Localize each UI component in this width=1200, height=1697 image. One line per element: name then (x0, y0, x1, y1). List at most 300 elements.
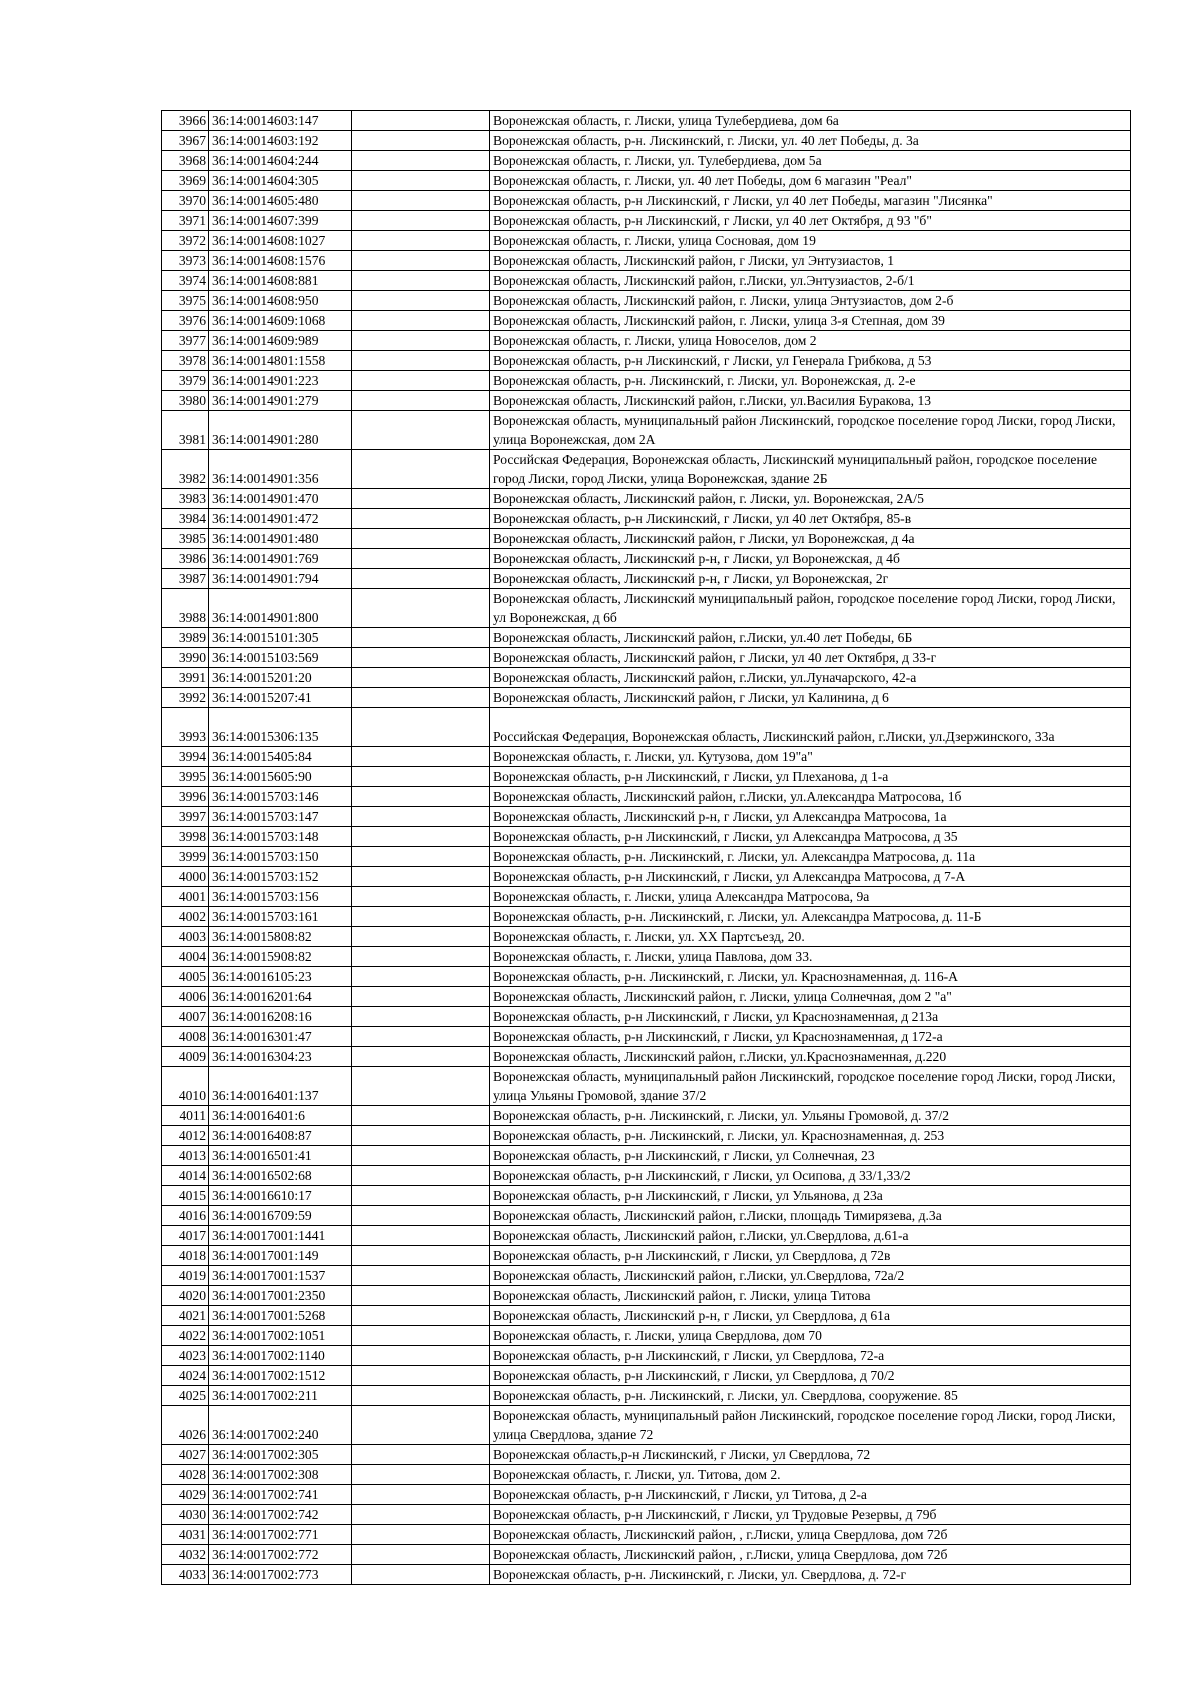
cadastral-number-cell: 36:14:0014608:950 (209, 291, 352, 311)
row-number-cell: 3985 (162, 529, 209, 549)
cadastral-number-cell: 36:14:0017002:211 (209, 1386, 352, 1406)
empty-cell (352, 151, 490, 171)
address-cell: Воронежская область, р-н. Лискинский, г. Лиски, ул. Ульяны Громовой, д. 37/2 (490, 1106, 1131, 1126)
empty-cell (352, 211, 490, 231)
address-cell: Воронежская область, р-н Лискинский, г Лиски, ул Титова, д 2-а (490, 1485, 1131, 1505)
cadastral-number-cell: 36:14:0014609:989 (209, 331, 352, 351)
row-number-cell: 3984 (162, 509, 209, 529)
empty-cell (352, 450, 490, 489)
address-cell: Воронежская область, г. Лиски, улица Павлова, дом 33. (490, 947, 1131, 967)
row-number-cell: 3974 (162, 271, 209, 291)
address-cell: Воронежская область, Лискинский район, , г.Лиски, улица Свердлова, дом 72б (490, 1525, 1131, 1545)
table-row (162, 1286, 1131, 1306)
table-row (162, 1465, 1131, 1485)
empty-cell (352, 1126, 490, 1146)
table-row (162, 847, 1131, 867)
table-row (162, 807, 1131, 827)
address-cell: Воронежская область, р-н Лискинский, г Лиски, ул 40 лет Победы, магазин "Лисянка" (490, 191, 1131, 211)
table-row (162, 787, 1131, 807)
table-row (162, 589, 1131, 628)
cadastral-number-cell: 36:14:0017002:773 (209, 1565, 352, 1585)
address-cell: Воронежская область, Лискинский р-н, г Лиски, ул Воронежская, 2г (490, 569, 1131, 589)
row-number-cell: 4030 (162, 1505, 209, 1525)
empty-cell (352, 391, 490, 411)
empty-cell (352, 628, 490, 648)
row-number-cell: 4003 (162, 927, 209, 947)
table-row (162, 1406, 1131, 1445)
table-row (162, 887, 1131, 907)
address-cell: Воронежская область, Лискинский район, г.Лиски, ул.Василия Буракова, 13 (490, 391, 1131, 411)
table-row (162, 827, 1131, 847)
empty-cell (352, 1326, 490, 1346)
cadastral-number-cell: 36:14:0017002:771 (209, 1525, 352, 1545)
cadastral-number-cell: 36:14:0014901:769 (209, 549, 352, 569)
row-number-cell: 4006 (162, 987, 209, 1007)
row-number-cell: 3991 (162, 668, 209, 688)
address-cell: Воронежская область, Лискинский район, г Лиски, ул Калинина, д 6 (490, 688, 1131, 708)
address-cell: Воронежская область, р-н. Лискинский, г. Лиски, ул. Краснознаменная, д. 116-А (490, 967, 1131, 987)
cadastral-number-cell: 36:14:0017001:1537 (209, 1266, 352, 1286)
row-number-cell: 4013 (162, 1146, 209, 1166)
table-row (162, 628, 1131, 648)
address-cell: Воронежская область, р-н Лискинский, г Лиски, ул Плеханова, д 1-а (490, 767, 1131, 787)
table-row (162, 1166, 1131, 1186)
row-number-cell: 3996 (162, 787, 209, 807)
row-number-cell: 4010 (162, 1067, 209, 1106)
cadastral-number-cell: 36:14:0016304:23 (209, 1047, 352, 1067)
cadastral-number-cell: 36:14:0017002:308 (209, 1465, 352, 1485)
address-cell: Воронежская область, р-н Лискинский, г Лиски, ул Ульянова, д 23а (490, 1186, 1131, 1206)
table-row (162, 1525, 1131, 1545)
empty-cell (352, 351, 490, 371)
empty-cell (352, 1186, 490, 1206)
row-number-cell: 3979 (162, 371, 209, 391)
cadastral-number-cell: 36:14:0017002:742 (209, 1505, 352, 1525)
empty-cell (352, 1286, 490, 1306)
table-row (162, 489, 1131, 509)
cadastral-number-cell: 36:14:0017002:1051 (209, 1326, 352, 1346)
empty-cell (352, 1386, 490, 1406)
table-row (162, 708, 1131, 747)
table-row (162, 509, 1131, 529)
row-number-cell: 3997 (162, 807, 209, 827)
empty-cell (352, 569, 490, 589)
cadastral-number-cell: 36:14:0015605:90 (209, 767, 352, 787)
table-row (162, 231, 1131, 251)
address-cell: Воронежская область, г. Лиски, улица Тулебердиева, дом 6а (490, 111, 1131, 131)
cadastral-number-cell: 36:14:0017001:5268 (209, 1306, 352, 1326)
cadastral-number-cell: 36:14:0017002:772 (209, 1545, 352, 1565)
address-cell: Воронежская область, Лискинский район, г Лиски, ул 40 лет Октября, д 33-г (490, 648, 1131, 668)
empty-cell (352, 887, 490, 907)
empty-cell (352, 1525, 490, 1545)
empty-cell (352, 1146, 490, 1166)
table-row (162, 191, 1131, 211)
cadastral-number-cell: 36:14:0014901:794 (209, 569, 352, 589)
row-number-cell: 4031 (162, 1525, 209, 1545)
row-number-cell: 3975 (162, 291, 209, 311)
cadastral-number-cell: 36:14:0014801:1558 (209, 351, 352, 371)
table-row (162, 1445, 1131, 1465)
cadastral-number-cell: 36:14:0016105:23 (209, 967, 352, 987)
cadastral-number-cell: 36:14:0015101:305 (209, 628, 352, 648)
address-cell: Воронежская область, р-н Лискинский, г Лиски, ул Краснознаменная, д 172-а (490, 1027, 1131, 1047)
cadastral-number-cell: 36:14:0014604:305 (209, 171, 352, 191)
address-cell: Воронежская область, г. Лиски, ул. Тулебердиева, дом 5а (490, 151, 1131, 171)
address-cell: Воронежская область, Лискинский район, г.Лиски, ул.Энтузиастов, 2-б/1 (490, 271, 1131, 291)
row-number-cell: 4017 (162, 1226, 209, 1246)
row-number-cell: 4005 (162, 967, 209, 987)
row-number-cell: 3987 (162, 569, 209, 589)
table-row (162, 1226, 1131, 1246)
empty-cell (352, 131, 490, 151)
row-number-cell: 4004 (162, 947, 209, 967)
empty-cell (352, 371, 490, 391)
empty-cell (352, 549, 490, 569)
address-cell: Воронежская область, р-н. Лискинский, г. Лиски, ул. Александра Матросова, д. 11а (490, 847, 1131, 867)
cadastral-number-cell: 36:14:0014901:470 (209, 489, 352, 509)
row-number-cell: 3967 (162, 131, 209, 151)
cadastral-number-cell: 36:14:0017001:2350 (209, 1286, 352, 1306)
row-number-cell: 4021 (162, 1306, 209, 1326)
row-number-cell: 4019 (162, 1266, 209, 1286)
cadastral-number-cell: 36:14:0014901:800 (209, 589, 352, 628)
table-row (162, 1545, 1131, 1565)
row-number-cell: 4027 (162, 1445, 209, 1465)
table-row (162, 1266, 1131, 1286)
row-number-cell: 4022 (162, 1326, 209, 1346)
address-cell: Воронежская область, Лискинский р-н, г Лиски, ул Александра Матросова, 1а (490, 807, 1131, 827)
empty-cell (352, 1027, 490, 1047)
empty-cell (352, 489, 490, 509)
table-row (162, 907, 1131, 927)
address-cell: Воронежская область, р-н. Лискинский, г. Лиски, ул. Свердлова, сооружение. 85 (490, 1386, 1131, 1406)
cadastral-number-cell: 36:14:0014901:472 (209, 509, 352, 529)
row-number-cell: 3977 (162, 331, 209, 351)
row-number-cell: 3999 (162, 847, 209, 867)
address-cell: Воронежская область, Лискинский район, г. Лиски, улица Титова (490, 1286, 1131, 1306)
address-cell: Воронежская область, р-н Лискинский, г Лиски, ул Свердлова, д 72в (490, 1246, 1131, 1266)
empty-cell (352, 787, 490, 807)
row-number-cell: 3978 (162, 351, 209, 371)
cadastral-number-cell: 36:14:0014901:480 (209, 529, 352, 549)
table-row (162, 1306, 1131, 1326)
row-number-cell: 4029 (162, 1485, 209, 1505)
row-number-cell: 4008 (162, 1027, 209, 1047)
empty-cell (352, 648, 490, 668)
row-number-cell: 4032 (162, 1545, 209, 1565)
cadastral-number-cell: 36:14:0016401:6 (209, 1106, 352, 1126)
address-cell: Воронежская область, р-н Лискинский, г Лиски, ул Генерала Грибкова, д 53 (490, 351, 1131, 371)
empty-cell (352, 807, 490, 827)
table-row (162, 111, 1131, 131)
cadastral-number-cell: 36:14:0015703:152 (209, 867, 352, 887)
cadastral-number-cell: 36:14:0015103:569 (209, 648, 352, 668)
table-row (162, 1126, 1131, 1146)
cadastral-number-cell: 36:14:0017001:1441 (209, 1226, 352, 1246)
row-number-cell: 4011 (162, 1106, 209, 1126)
row-number-cell: 3983 (162, 489, 209, 509)
row-number-cell: 3990 (162, 648, 209, 668)
table-row (162, 251, 1131, 271)
empty-cell (352, 668, 490, 688)
table-row (162, 987, 1131, 1007)
address-cell: Воронежская область, р-н Лискинский, г Лиски, ул Осипова, д 33/1,33/2 (490, 1166, 1131, 1186)
empty-cell (352, 1166, 490, 1186)
table-row (162, 311, 1131, 331)
empty-cell (352, 1007, 490, 1027)
table-row (162, 1186, 1131, 1206)
row-number-cell: 4007 (162, 1007, 209, 1027)
empty-cell (352, 1047, 490, 1067)
row-number-cell: 4002 (162, 907, 209, 927)
row-number-cell: 3966 (162, 111, 209, 131)
row-number-cell: 3989 (162, 628, 209, 648)
row-number-cell: 4000 (162, 867, 209, 887)
row-number-cell: 4028 (162, 1465, 209, 1485)
table-row (162, 371, 1131, 391)
empty-cell (352, 529, 490, 549)
address-cell: Воронежская область, Лискинский район, г.Лиски, ул.Свердлова, д.61-а (490, 1226, 1131, 1246)
address-cell: Воронежская область, Лискинский район, г. Лиски, ул. Воронежская, 2А/5 (490, 489, 1131, 509)
table-row (162, 1565, 1131, 1585)
table-row (162, 927, 1131, 947)
row-number-cell: 4026 (162, 1406, 209, 1445)
address-cell: Воронежская область, г. Лиски, улица Новоселов, дом 2 (490, 331, 1131, 351)
document-page (161, 110, 1130, 1585)
row-number-cell: 3970 (162, 191, 209, 211)
address-cell: Воронежская область, г. Лиски, улица Свердлова, дом 70 (490, 1326, 1131, 1346)
table-row (162, 867, 1131, 887)
cadastral-number-cell: 36:14:0014603:192 (209, 131, 352, 151)
empty-cell (352, 251, 490, 271)
row-number-cell: 3988 (162, 589, 209, 628)
cadastral-number-cell: 36:14:0017002:305 (209, 1445, 352, 1465)
empty-cell (352, 1485, 490, 1505)
row-number-cell: 4014 (162, 1166, 209, 1186)
row-number-cell: 3981 (162, 411, 209, 450)
cadastral-number-cell: 36:14:0014608:881 (209, 271, 352, 291)
row-number-cell: 3992 (162, 688, 209, 708)
empty-cell (352, 111, 490, 131)
address-cell: Воронежская область, муниципальный район Лискинский, городское поселение город Лиски, город Лиски, улица Ульяны Громовой, здание 37/2 (490, 1067, 1131, 1106)
address-cell: Воронежская область, г. Лиски, ул. 40 лет Победы, дом 6 магазин "Реал" (490, 171, 1131, 191)
empty-cell (352, 847, 490, 867)
empty-cell (352, 987, 490, 1007)
address-cell: Воронежская область, г. Лиски, улица Сосновая, дом 19 (490, 231, 1131, 251)
empty-cell (352, 589, 490, 628)
address-cell: Воронежская область, Лискинский район, г Лиски, ул Энтузиастов, 1 (490, 251, 1131, 271)
table-body (162, 111, 1131, 1585)
address-cell: Воронежская область, Лискинский район, г.Лиски, ул.Луначарского, 42-а (490, 668, 1131, 688)
table-row (162, 668, 1131, 688)
empty-cell (352, 947, 490, 967)
table-row (162, 529, 1131, 549)
cadastral-number-cell: 36:14:0017002:1140 (209, 1346, 352, 1366)
empty-cell (352, 1067, 490, 1106)
empty-cell (352, 1565, 490, 1585)
table-row (162, 747, 1131, 767)
empty-cell (352, 747, 490, 767)
address-cell: Воронежская область, р-н. Лискинский, г. Лиски, ул. 40 лет Победы, д. 3а (490, 131, 1131, 151)
address-cell: Воронежская область, р-н Лискинский, г Лиски, ул Александра Матросова, д 35 (490, 827, 1131, 847)
empty-cell (352, 907, 490, 927)
address-cell: Воронежская область, Лискинский район, г. Лиски, улица 3-я Степная, дом 39 (490, 311, 1131, 331)
cadastral-number-cell: 36:14:0016208:16 (209, 1007, 352, 1027)
empty-cell (352, 1246, 490, 1266)
row-number-cell: 4025 (162, 1386, 209, 1406)
empty-cell (352, 1465, 490, 1485)
cadastral-number-cell: 36:14:0015703:148 (209, 827, 352, 847)
address-cell: Воронежская область, р-н. Лискинский, г. Лиски, ул. Краснознаменная, д. 253 (490, 1126, 1131, 1146)
address-cell: Воронежская область, Лискинский муниципальный район, городское поселение город Лиски, город Лиски, ул Воронежская, д 6б (490, 589, 1131, 628)
address-cell: Воронежская область, р-н Лискинский, г Лиски, ул Свердлова, д 70/2 (490, 1366, 1131, 1386)
empty-cell (352, 1266, 490, 1286)
empty-cell (352, 1346, 490, 1366)
address-cell: Воронежская область, р-н Лискинский, г Лиски, ул 40 лет Октября, д 93 "б" (490, 211, 1131, 231)
cadastral-number-cell: 36:14:0015808:82 (209, 927, 352, 947)
cadastral-number-cell: 36:14:0015405:84 (209, 747, 352, 767)
cadastral-number-cell: 36:14:0014605:480 (209, 191, 352, 211)
table-row (162, 1326, 1131, 1346)
empty-cell (352, 1366, 490, 1386)
row-number-cell: 4016 (162, 1206, 209, 1226)
cadastral-number-cell: 36:14:0015703:146 (209, 787, 352, 807)
address-cell: Воронежская область, Лискинский район, г Лиски, ул Воронежская, д 4а (490, 529, 1131, 549)
cadastral-number-cell: 36:14:0015306:135 (209, 708, 352, 747)
table-row (162, 1146, 1131, 1166)
table-row (162, 411, 1131, 450)
cadastral-number-cell: 36:14:0014603:147 (209, 111, 352, 131)
address-cell: Воронежская область, р-н Лискинский, г Лиски, ул Солнечная, 23 (490, 1146, 1131, 1166)
table-row (162, 291, 1131, 311)
row-number-cell: 3972 (162, 231, 209, 251)
cadastral-number-cell: 36:14:0016401:137 (209, 1067, 352, 1106)
empty-cell (352, 767, 490, 787)
cadastral-number-cell: 36:14:0015703:156 (209, 887, 352, 907)
empty-cell (352, 1226, 490, 1246)
row-number-cell: 3994 (162, 747, 209, 767)
row-number-cell: 3980 (162, 391, 209, 411)
empty-cell (352, 1406, 490, 1445)
cadastral-number-cell: 36:14:0014901:223 (209, 371, 352, 391)
cadastral-number-cell: 36:14:0014609:1068 (209, 311, 352, 331)
table-row (162, 1007, 1131, 1027)
table-row (162, 1206, 1131, 1226)
address-cell: Воронежская область, р-н Лискинский, г Лиски, ул Свердлова, 72-а (490, 1346, 1131, 1366)
address-cell: Воронежская область, г. Лиски, улица Александра Матросова, 9а (490, 887, 1131, 907)
table-row (162, 648, 1131, 668)
row-number-cell: 4001 (162, 887, 209, 907)
address-cell: Воронежская область, Лискинский район, , г.Лиски, улица Свердлова, дом 72б (490, 1545, 1131, 1565)
cadastral-number-cell: 36:14:0014607:399 (209, 211, 352, 231)
empty-cell (352, 867, 490, 887)
table-row (162, 171, 1131, 191)
cadastral-number-cell: 36:14:0016408:87 (209, 1126, 352, 1146)
table-row (162, 1386, 1131, 1406)
address-cell: Воронежская область, Лискинский р-н, г Лиски, ул Свердлова, д 61а (490, 1306, 1131, 1326)
empty-cell (352, 1445, 490, 1465)
row-number-cell: 4015 (162, 1186, 209, 1206)
table-row (162, 1106, 1131, 1126)
empty-cell (352, 1545, 490, 1565)
address-cell: Воронежская область, р-н. Лискинский, г. Лиски, ул. Александра Матросова, д. 11-Б (490, 907, 1131, 927)
cadastral-number-cell: 36:14:0014901:356 (209, 450, 352, 489)
cadastral-number-cell: 36:14:0015207:41 (209, 688, 352, 708)
row-number-cell: 4024 (162, 1366, 209, 1386)
empty-cell (352, 231, 490, 251)
address-cell: Воронежская область, Лискинский район, г.Лиски, площадь Тимирязева, д.3а (490, 1206, 1131, 1226)
address-cell: Воронежская область, Лискинский район, г.Лиски, ул.Краснознаменная, д.220 (490, 1047, 1131, 1067)
empty-cell (352, 1505, 490, 1525)
address-cell: Воронежская область,р-н Лискинский, г Лиски, ул Свердлова, 72 (490, 1445, 1131, 1465)
address-cell: Российская Федерация, Воронежская область, Лискинский муниципальный район, городское поселение город Лиски, город Лиски, улица Воронежская, здание 2Б (490, 450, 1131, 489)
empty-cell (352, 1306, 490, 1326)
address-cell: Воронежская область, муниципальный район Лискинский, городское поселение город Лиски, город Лиски, улица Свердлова, здание 72 (490, 1406, 1131, 1445)
row-number-cell: 3971 (162, 211, 209, 231)
address-cell: Воронежская область, р-н Лискинский, г Лиски, ул Александра Матросова, д 7-А (490, 867, 1131, 887)
cadastral-number-cell: 36:14:0017001:149 (209, 1246, 352, 1266)
cadastral-number-cell: 36:14:0017002:741 (209, 1485, 352, 1505)
table-row (162, 151, 1131, 171)
table-row (162, 131, 1131, 151)
row-number-cell: 4012 (162, 1126, 209, 1146)
table-row (162, 569, 1131, 589)
cadastral-number-cell: 36:14:0014604:244 (209, 151, 352, 171)
table-row (162, 1346, 1131, 1366)
row-number-cell: 3993 (162, 708, 209, 747)
table-row (162, 688, 1131, 708)
cadastral-number-cell: 36:14:0014608:1027 (209, 231, 352, 251)
address-cell: Воронежская область, р-н Лискинский, г Лиски, ул Краснознаменная, д 213а (490, 1007, 1131, 1027)
cadastral-number-cell: 36:14:0015908:82 (209, 947, 352, 967)
address-cell: Воронежская область, р-н Лискинский, г Лиски, ул 40 лет Октября, 85-в (490, 509, 1131, 529)
address-cell: Российская Федерация, Воронежская область, Лискинский район, г.Лиски, ул.Дзержинского, 33а (490, 708, 1131, 747)
table-row (162, 1047, 1131, 1067)
table-row (162, 211, 1131, 231)
row-number-cell: 3998 (162, 827, 209, 847)
address-cell: Воронежская область, г. Лиски, ул. ХХ Партсъезд, 20. (490, 927, 1131, 947)
cadastral-number-cell: 36:14:0017002:240 (209, 1406, 352, 1445)
address-cell: Воронежская область, муниципальный район Лискинский, городское поселение город Лиски, город Лиски, улица Воронежская, дом 2А (490, 411, 1131, 450)
cadastral-number-cell: 36:14:0015703:147 (209, 807, 352, 827)
cadastral-number-cell: 36:14:0014901:279 (209, 391, 352, 411)
empty-cell (352, 827, 490, 847)
empty-cell (352, 311, 490, 331)
cadastral-number-cell: 36:14:0016501:41 (209, 1146, 352, 1166)
table-row (162, 1485, 1131, 1505)
property-register-table (161, 110, 1131, 1585)
table-row (162, 767, 1131, 787)
row-number-cell: 3973 (162, 251, 209, 271)
empty-cell (352, 967, 490, 987)
table-row (162, 351, 1131, 371)
table-row (162, 1246, 1131, 1266)
address-cell: Воронежская область, Лискинский район, г.Лиски, ул.Александра Матросова, 1б (490, 787, 1131, 807)
row-number-cell: 3982 (162, 450, 209, 489)
table-row (162, 450, 1131, 489)
cadastral-number-cell: 36:14:0016502:68 (209, 1166, 352, 1186)
row-number-cell: 4033 (162, 1565, 209, 1585)
address-cell: Воронежская область, Лискинский район, г.Лиски, ул.40 лет Победы, 6Б (490, 628, 1131, 648)
address-cell: Воронежская область, р-н. Лискинский, г. Лиски, ул. Воронежская, д. 2-е (490, 371, 1131, 391)
table-row (162, 1067, 1131, 1106)
cadastral-number-cell: 36:14:0015703:150 (209, 847, 352, 867)
row-number-cell: 3976 (162, 311, 209, 331)
table-row (162, 1505, 1131, 1525)
table-row (162, 947, 1131, 967)
address-cell: Воронежская область, р-н Лискинский, г Лиски, ул Трудовые Резервы, д 79б (490, 1505, 1131, 1525)
